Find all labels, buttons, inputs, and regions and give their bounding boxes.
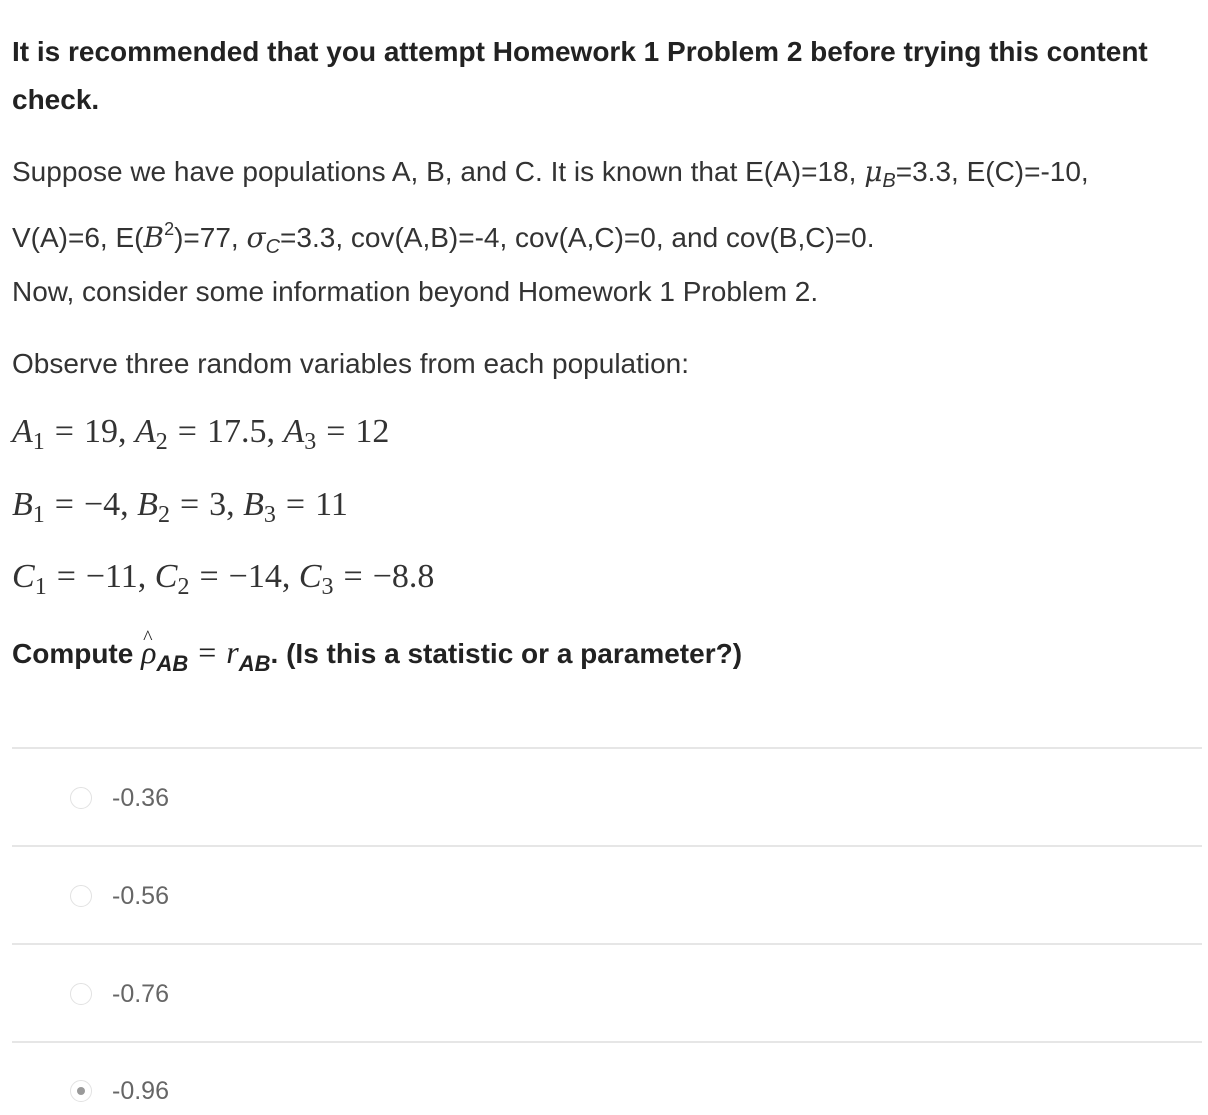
answer-option-2[interactable]	[70, 876, 169, 916]
rho-hat-symbol: ^ ρ	[141, 628, 156, 676]
c2-value: −14,	[228, 558, 291, 595]
a1-value: 19,	[83, 413, 127, 450]
a2-value: 17.5,	[206, 413, 275, 450]
givens-text: V(A)=6, E(	[12, 222, 144, 253]
option-label: -0.76	[112, 979, 169, 1008]
mu-symbol: μ	[864, 155, 883, 188]
equation-c: $C_1 = -11$, $C_2 = -14$, $C_3 = -8.8$	[12, 558, 435, 600]
answer-option-1[interactable]	[70, 778, 169, 818]
option-divider	[12, 943, 1202, 945]
option-divider	[12, 845, 1202, 847]
givens-line-1	[12, 148, 1089, 205]
givens-line-2	[12, 205, 1089, 271]
equation-b: $B_1 = -4$, $B_2 = 3$, $B_3 = 11$	[12, 486, 348, 528]
rho-subscript: AB	[156, 651, 189, 676]
option-label: -0.56	[112, 881, 169, 910]
mu-subscript: B	[882, 170, 896, 192]
a3-value: 12	[355, 413, 390, 450]
answer-option-3[interactable]	[70, 974, 169, 1014]
observe-text: Observe three random variables from each population:	[12, 348, 690, 379]
givens-paragraph	[12, 148, 1089, 271]
beyond-text: Now, consider some information beyond Homework 1 Problem 2.	[12, 276, 819, 307]
c3-value: −8.8	[372, 558, 435, 595]
sigma-symbol: σ	[246, 221, 266, 254]
question-prompt	[12, 628, 742, 688]
option-divider	[12, 747, 1202, 749]
b3-value: 11	[315, 486, 348, 523]
answer-option-4[interactable]	[70, 1071, 169, 1111]
givens-text: =3.3, cov(A,B)=-4, cov(A,C)=0, and cov(B,C)=0.	[280, 222, 875, 253]
radio-button[interactable]	[70, 1080, 92, 1102]
b-superscript: 2	[164, 219, 175, 239]
question-suffix: . (Is this a statistic or a parameter?)	[270, 638, 743, 669]
equation-a: $A_1 = 19$, $A_2 = 17.5$, $A_3 = 12$	[12, 413, 390, 455]
equals-sign: =	[198, 634, 217, 670]
sigma-subscript: C	[265, 236, 281, 258]
r-symbol: r	[226, 634, 239, 670]
intro-text: It is recommended that you attempt Homework 1 Problem 2 before trying this content check.	[12, 36, 1148, 115]
question-prefix: Compute	[12, 638, 142, 669]
option-label: -0.96	[112, 1076, 169, 1105]
givens-text: Suppose we have populations A, B, and C. It is known that E(A)=18,	[12, 156, 865, 187]
radio-button[interactable]	[70, 885, 92, 907]
r-subscript: AB	[238, 651, 271, 676]
radio-button[interactable]	[70, 787, 92, 809]
givens-text: =3.3, E(C)=-10,	[895, 156, 1089, 187]
b-symbol: B	[143, 221, 165, 254]
option-divider	[12, 1041, 1202, 1043]
c1-value: −11,	[85, 558, 147, 595]
b1-value: −4,	[83, 486, 129, 523]
option-label: -0.36	[112, 783, 169, 812]
givens-text: )=77,	[174, 222, 247, 253]
radio-button[interactable]	[70, 983, 92, 1005]
b2-value: 3,	[209, 486, 235, 523]
